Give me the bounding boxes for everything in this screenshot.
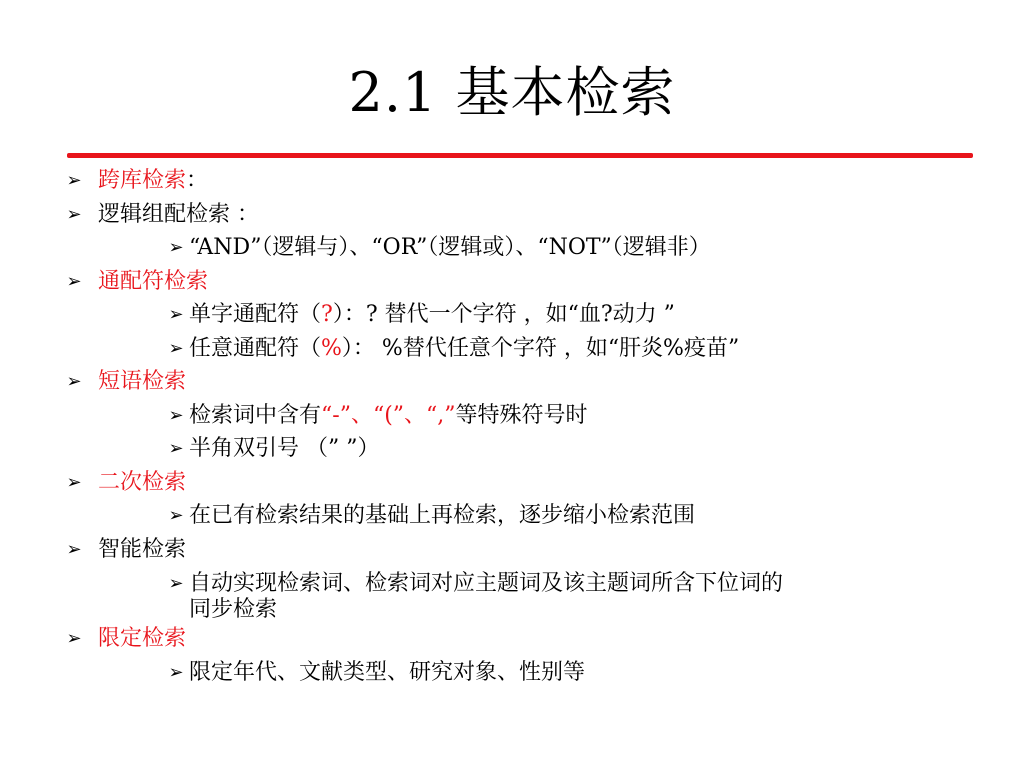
sub-bullet-special-chars (0, 399, 1024, 433)
single-wildcard-post: ）：? 替代一个字符 ，如“血?动力 ” (332, 302, 675, 327)
sub-bullet-single-wildcard (0, 298, 1024, 332)
bullet-secondary (0, 466, 1024, 500)
arrowhead-bullet-icon: ➢ (168, 404, 184, 426)
single-wildcard-symbol: ? (321, 302, 333, 327)
multi-wildcard-post: ）： %替代任意个字符 ，如“肝炎%疫苗” (341, 335, 740, 361)
title-underline (67, 153, 973, 158)
sub-bullet-secondary (0, 499, 1024, 533)
bullet-list (0, 164, 1024, 724)
arrowhead-bullet-icon: ➢ (168, 337, 184, 359)
arrowhead-bullet-icon: ➢ (66, 471, 82, 493)
multi-wildcard-symbol: % (321, 335, 342, 361)
bullet-phrase (0, 365, 1024, 399)
bullet-cross-db (0, 164, 1024, 198)
arrowhead-bullet-icon: ➢ (168, 237, 184, 258)
arrowhead-bullet-icon: ➢ (66, 371, 82, 392)
logic-label: 逻辑组配检索 ： (98, 201, 259, 227)
wildcard-label: 通配符检索 (98, 268, 209, 294)
bullet-limit (0, 622, 1024, 656)
limit-label: 限定检索 (98, 626, 187, 651)
arrowhead-bullet-icon: ➢ (66, 203, 82, 225)
arrowhead-bullet-icon: ➢ (168, 304, 184, 325)
smart-text-line1: 自动实现检索词、检索词对应主题词及该主题词所含下位词的 (189, 571, 784, 596)
multi-wildcard-pre: 任意通配符（ (189, 335, 322, 361)
arrowhead-bullet-icon: ➢ (66, 170, 82, 191)
smart-label: 智能检索 (98, 536, 187, 562)
special-chars-post: 等特殊符号时 (455, 402, 588, 428)
single-wildcard-pre: 单字通配符（ (189, 302, 322, 327)
arrowhead-bullet-icon: ➢ (66, 538, 82, 560)
phrase-label: 短语检索 (98, 369, 187, 394)
secondary-label: 二次检索 (98, 469, 187, 495)
logic-ops-text: “AND”（逻辑与）、“OR”（逻辑或）、“NOT”（逻辑非） (189, 235, 711, 260)
arrowhead-bullet-icon: ➢ (168, 505, 184, 526)
arrowhead-bullet-icon: ➢ (66, 270, 82, 292)
arrowhead-bullet-icon: ➢ (66, 628, 82, 649)
secondary-text: 在已有检索结果的基础上再检索，逐步缩小检索范围 (189, 503, 696, 528)
sub-bullet-half-width-quotes (0, 432, 1024, 466)
cross-db-colon: ： (186, 168, 209, 193)
half-width-quotes-text: 半角双引号 （” ”） (189, 436, 380, 461)
sub-bullet-smart (0, 566, 1024, 622)
bullet-smart (0, 533, 1024, 567)
sub-bullet-multi-wildcard (0, 332, 1024, 366)
slide-title: 2.1 基本检索 (348, 61, 676, 124)
smart-text-line2: 同步检索 (189, 597, 278, 622)
bullet-logic (0, 198, 1024, 232)
limit-text: 限定年代、文献类型、研究对象、性别等 (189, 659, 586, 685)
bullet-wildcard (0, 265, 1024, 299)
cross-db-label: 跨库检索 (98, 168, 187, 193)
arrowhead-bullet-icon: ➢ (168, 438, 184, 459)
arrowhead-bullet-icon: ➢ (168, 661, 184, 683)
sub-bullet-limit (0, 656, 1024, 690)
special-chars-list: “-”、“(”、“,” (321, 402, 456, 428)
arrowhead-bullet-icon: ➢ (168, 573, 184, 594)
special-chars-pre: 检索词中含有 (189, 402, 322, 428)
sub-bullet-logic-ops (0, 231, 1024, 265)
